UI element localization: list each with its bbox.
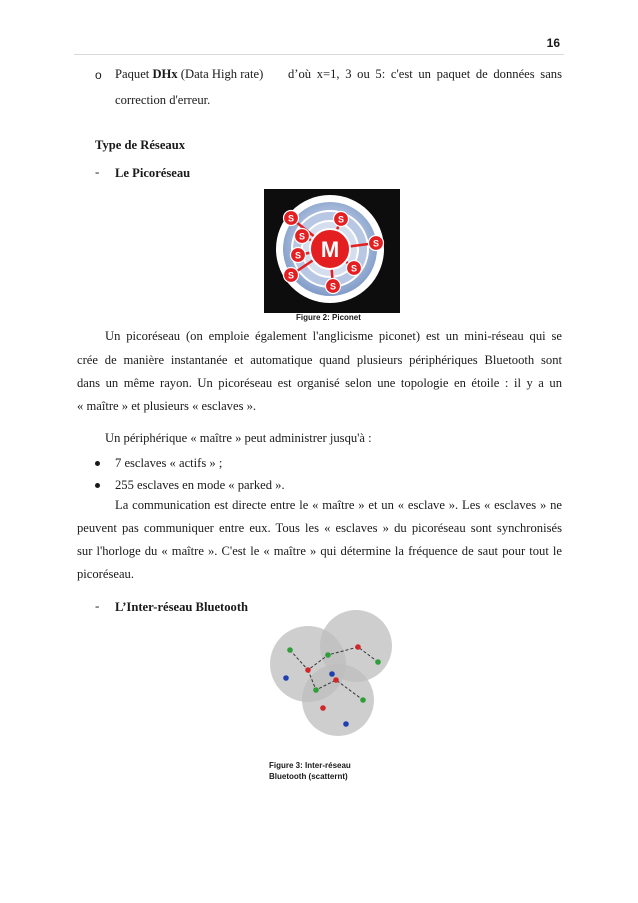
- slave-letter: S: [287, 270, 295, 281]
- para3-line1: La communication est directe entre le « maître » et un « esclave ». Les « esclaves » ne: [115, 498, 562, 512]
- para1-line3: dans un même rayon. Un picoréseau est organisé selon une topologie en étoile : il y a un: [77, 376, 562, 390]
- section-title-inter-reseau: L’Inter-réseau Bluetooth: [115, 600, 249, 614]
- para3-line2: peuvent pas communiquer entre eux. Tous les « esclaves » du picoréseau sont synchronisés: [77, 521, 562, 535]
- slave-letter: S: [329, 281, 337, 292]
- bullet-dot-icon: [95, 461, 100, 466]
- paquet-line1-left: [115, 64, 263, 85]
- slave-letter: S: [294, 250, 302, 261]
- figure3-caption-line2: Bluetooth (scatternt): [269, 772, 348, 781]
- bullet-item: 7 esclaves « actifs » ;: [115, 456, 223, 470]
- para1-line1: Un picoréseau (on emploie également l'anglicisme piconet) est un mini-réseau qui se: [105, 329, 562, 343]
- para2-intro: Un périphérique « maître » peut administrer jusqu'à :: [105, 431, 372, 445]
- piconet-figure: [264, 189, 400, 313]
- scatternet-figure: [268, 610, 400, 742]
- section-title-picoreseau: Le Picoréseau: [115, 166, 191, 180]
- slave-letter: S: [287, 213, 295, 224]
- header-rule: [74, 54, 564, 55]
- paquet-paren: (Data High rate): [180, 67, 264, 81]
- figure3-caption: [269, 760, 351, 782]
- para1-line2: crée de manière instantanée et automatique quand plusieurs périphériques Bluetooth sont: [77, 353, 562, 367]
- figure2-caption: Figure 2: Piconet: [296, 313, 361, 322]
- dash-bullet: -: [95, 164, 100, 179]
- slave-letter: S: [298, 231, 306, 242]
- bullet-item: 255 esclaves en mode « parked ».: [115, 478, 285, 492]
- paquet-dhx: DHx: [152, 67, 178, 81]
- slave-letter: S: [350, 263, 358, 274]
- slave-letter: S: [372, 238, 380, 249]
- page-number: 16: [546, 36, 560, 50]
- para3-line3: sur l'horloge du « maître ». C'est le « maître » qui détermine la fréquence de saut pour tout le: [77, 544, 562, 558]
- para3-line4: picoréseau.: [77, 567, 134, 581]
- dash-bullet: -: [95, 598, 100, 613]
- paquet-line2: correction d'erreur.: [115, 93, 211, 107]
- bullet-dot-icon: [95, 483, 100, 488]
- circle-bullet-icon: o: [95, 68, 102, 82]
- paquet-line1-right: d’où x=1, 3 ou 5: c'est un paquet de données sans: [288, 67, 562, 81]
- para1-line4: « maître » et plusieurs « esclaves ».: [77, 399, 257, 413]
- paquet-label: Paquet: [115, 67, 150, 81]
- slave-letter: S: [337, 214, 345, 225]
- master-letter: M: [320, 237, 340, 262]
- figure3-caption-line1: Figure 3: Inter-réseau: [269, 761, 351, 770]
- heading-types-reseaux: Type de Réseaux: [95, 138, 186, 152]
